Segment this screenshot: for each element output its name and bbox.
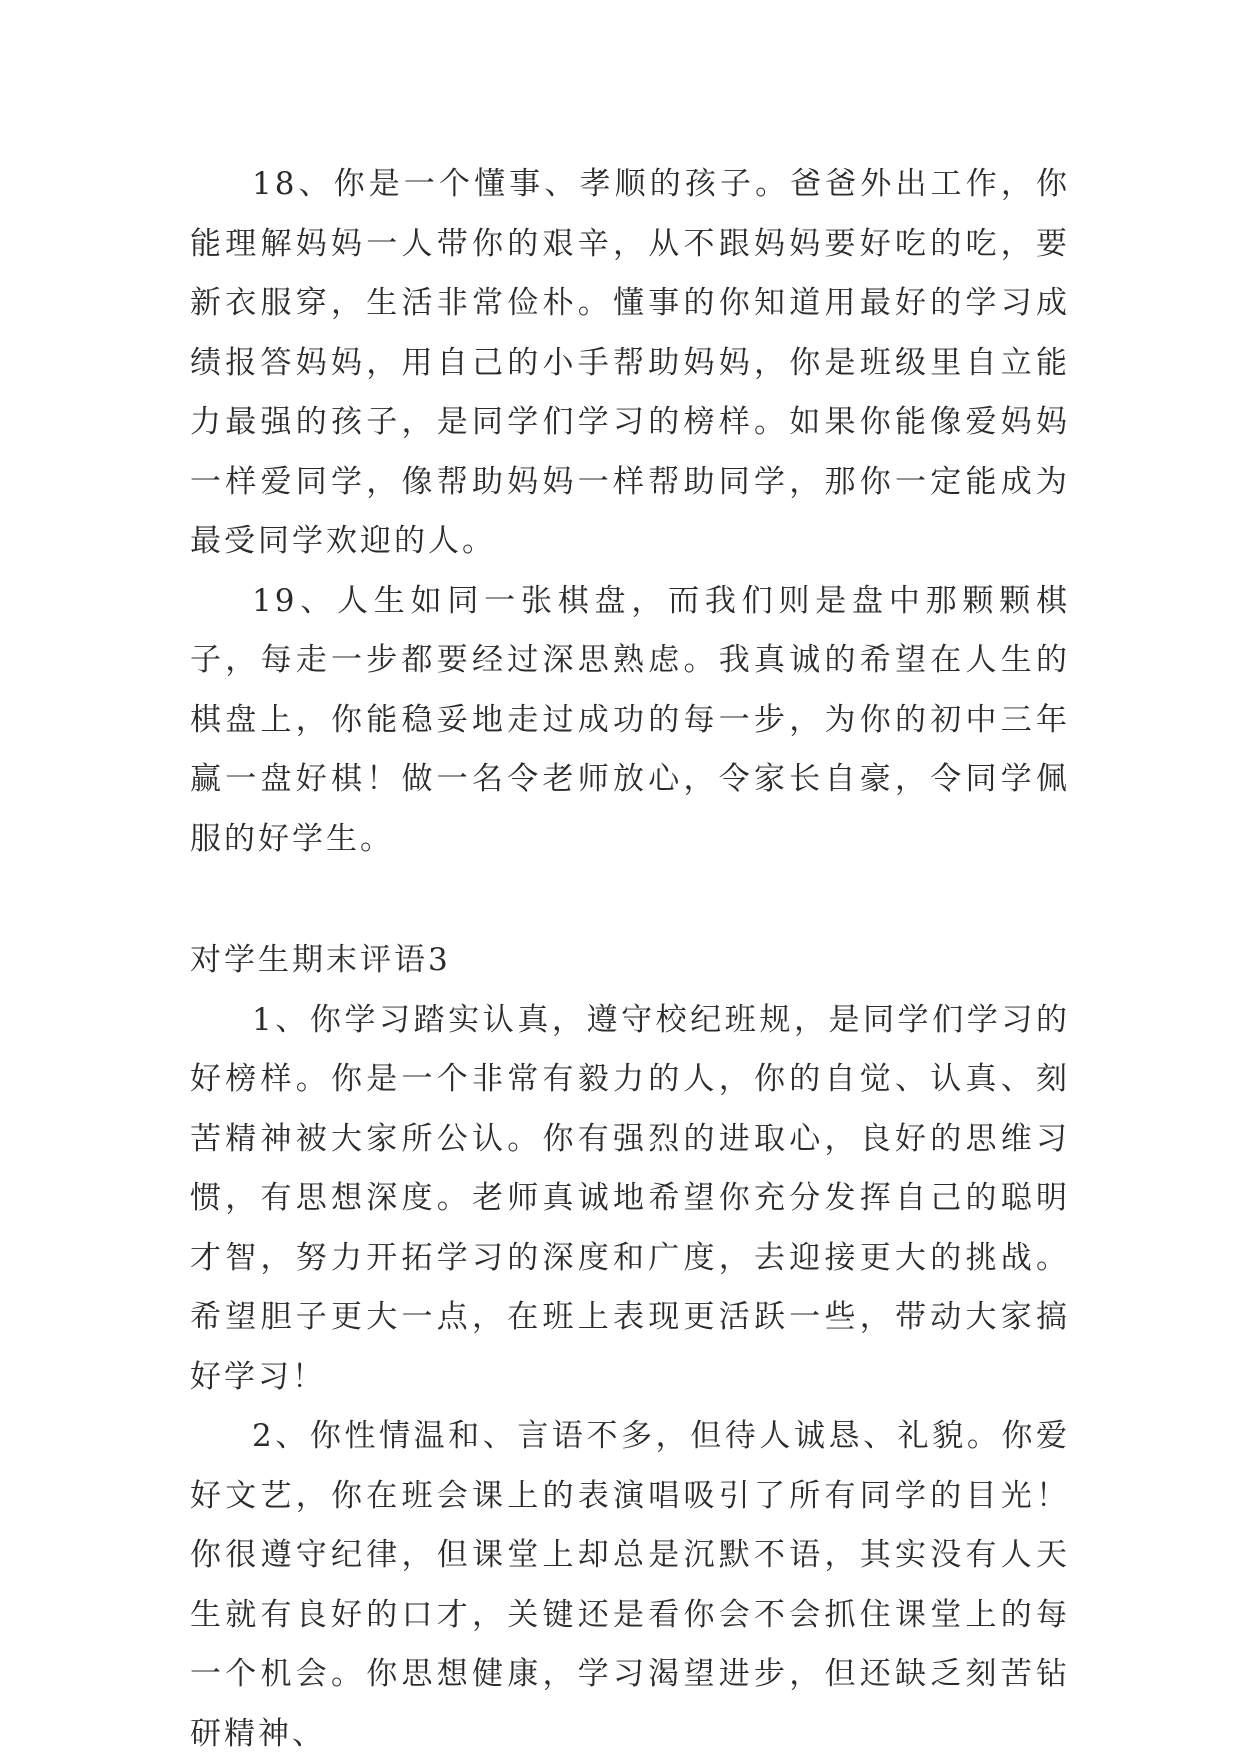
paragraph-18: 18、你是一个懂事、孝顺的孩子。爸爸外出工作，你能理解妈妈一人带你的艰辛，从不跟妈妈要好吃的吃，要新衣服穿，生活非常俭朴。懂事的你知道用最好的学习成绩报答妈妈，用自己的小手帮助妈妈，你是班级里自立能力最强的孩子，是同学们学习的榜样。如果你能像爱妈妈一样爱同学，像帮助妈妈一样帮助同学，那你一定能成为最受同学欢迎的人。: [190, 166, 1070, 559]
section-paragraph-2: 2、你性情温和、言语不多，但待人诚恳、礼貌。你爱好文艺，你在班会课上的表演唱吸引了所有同学的目光！你很遵守纪律，但课堂上却总是沉默不语，其实没有人天生就有良好的口才，关键还是看你会不会抓住课堂上的每一个机会。你思想健康，学习渴望进步，但还缺乏刻苦钻研精神、: [190, 1418, 1070, 1752]
document-body: [190, 155, 1070, 1764]
section-heading: 对学生期末评语3: [190, 942, 451, 978]
paragraph-19: 19、人生如同一张棋盘，而我们则是盘中那颗颗棋子，每走一步都要经过深思熟虑。我真诚的希望在人生的棋盘上，你能稳妥地走过成功的每一步，为你的初中三年赢一盘好棋！做一名令老师放心，令家长自豪，令同学佩服的好学生。: [190, 582, 1070, 857]
section-paragraph-1: 1、你学习踏实认真，遵守校纪班规，是同学们学习的好榜样。你是一个非常有毅力的人，你的自觉、认真、刻苦精神被大家所公认。你有强烈的进取心，良好的思维习惯，有思想深度。老师真诚地希望你充分发挥自己的聪明才智，努力开拓学习的深度和广度，去迎接更大的挑战。希望胆子更大一点，在班上表现更活跃一些，带动大家搞好学习！: [190, 1001, 1070, 1395]
